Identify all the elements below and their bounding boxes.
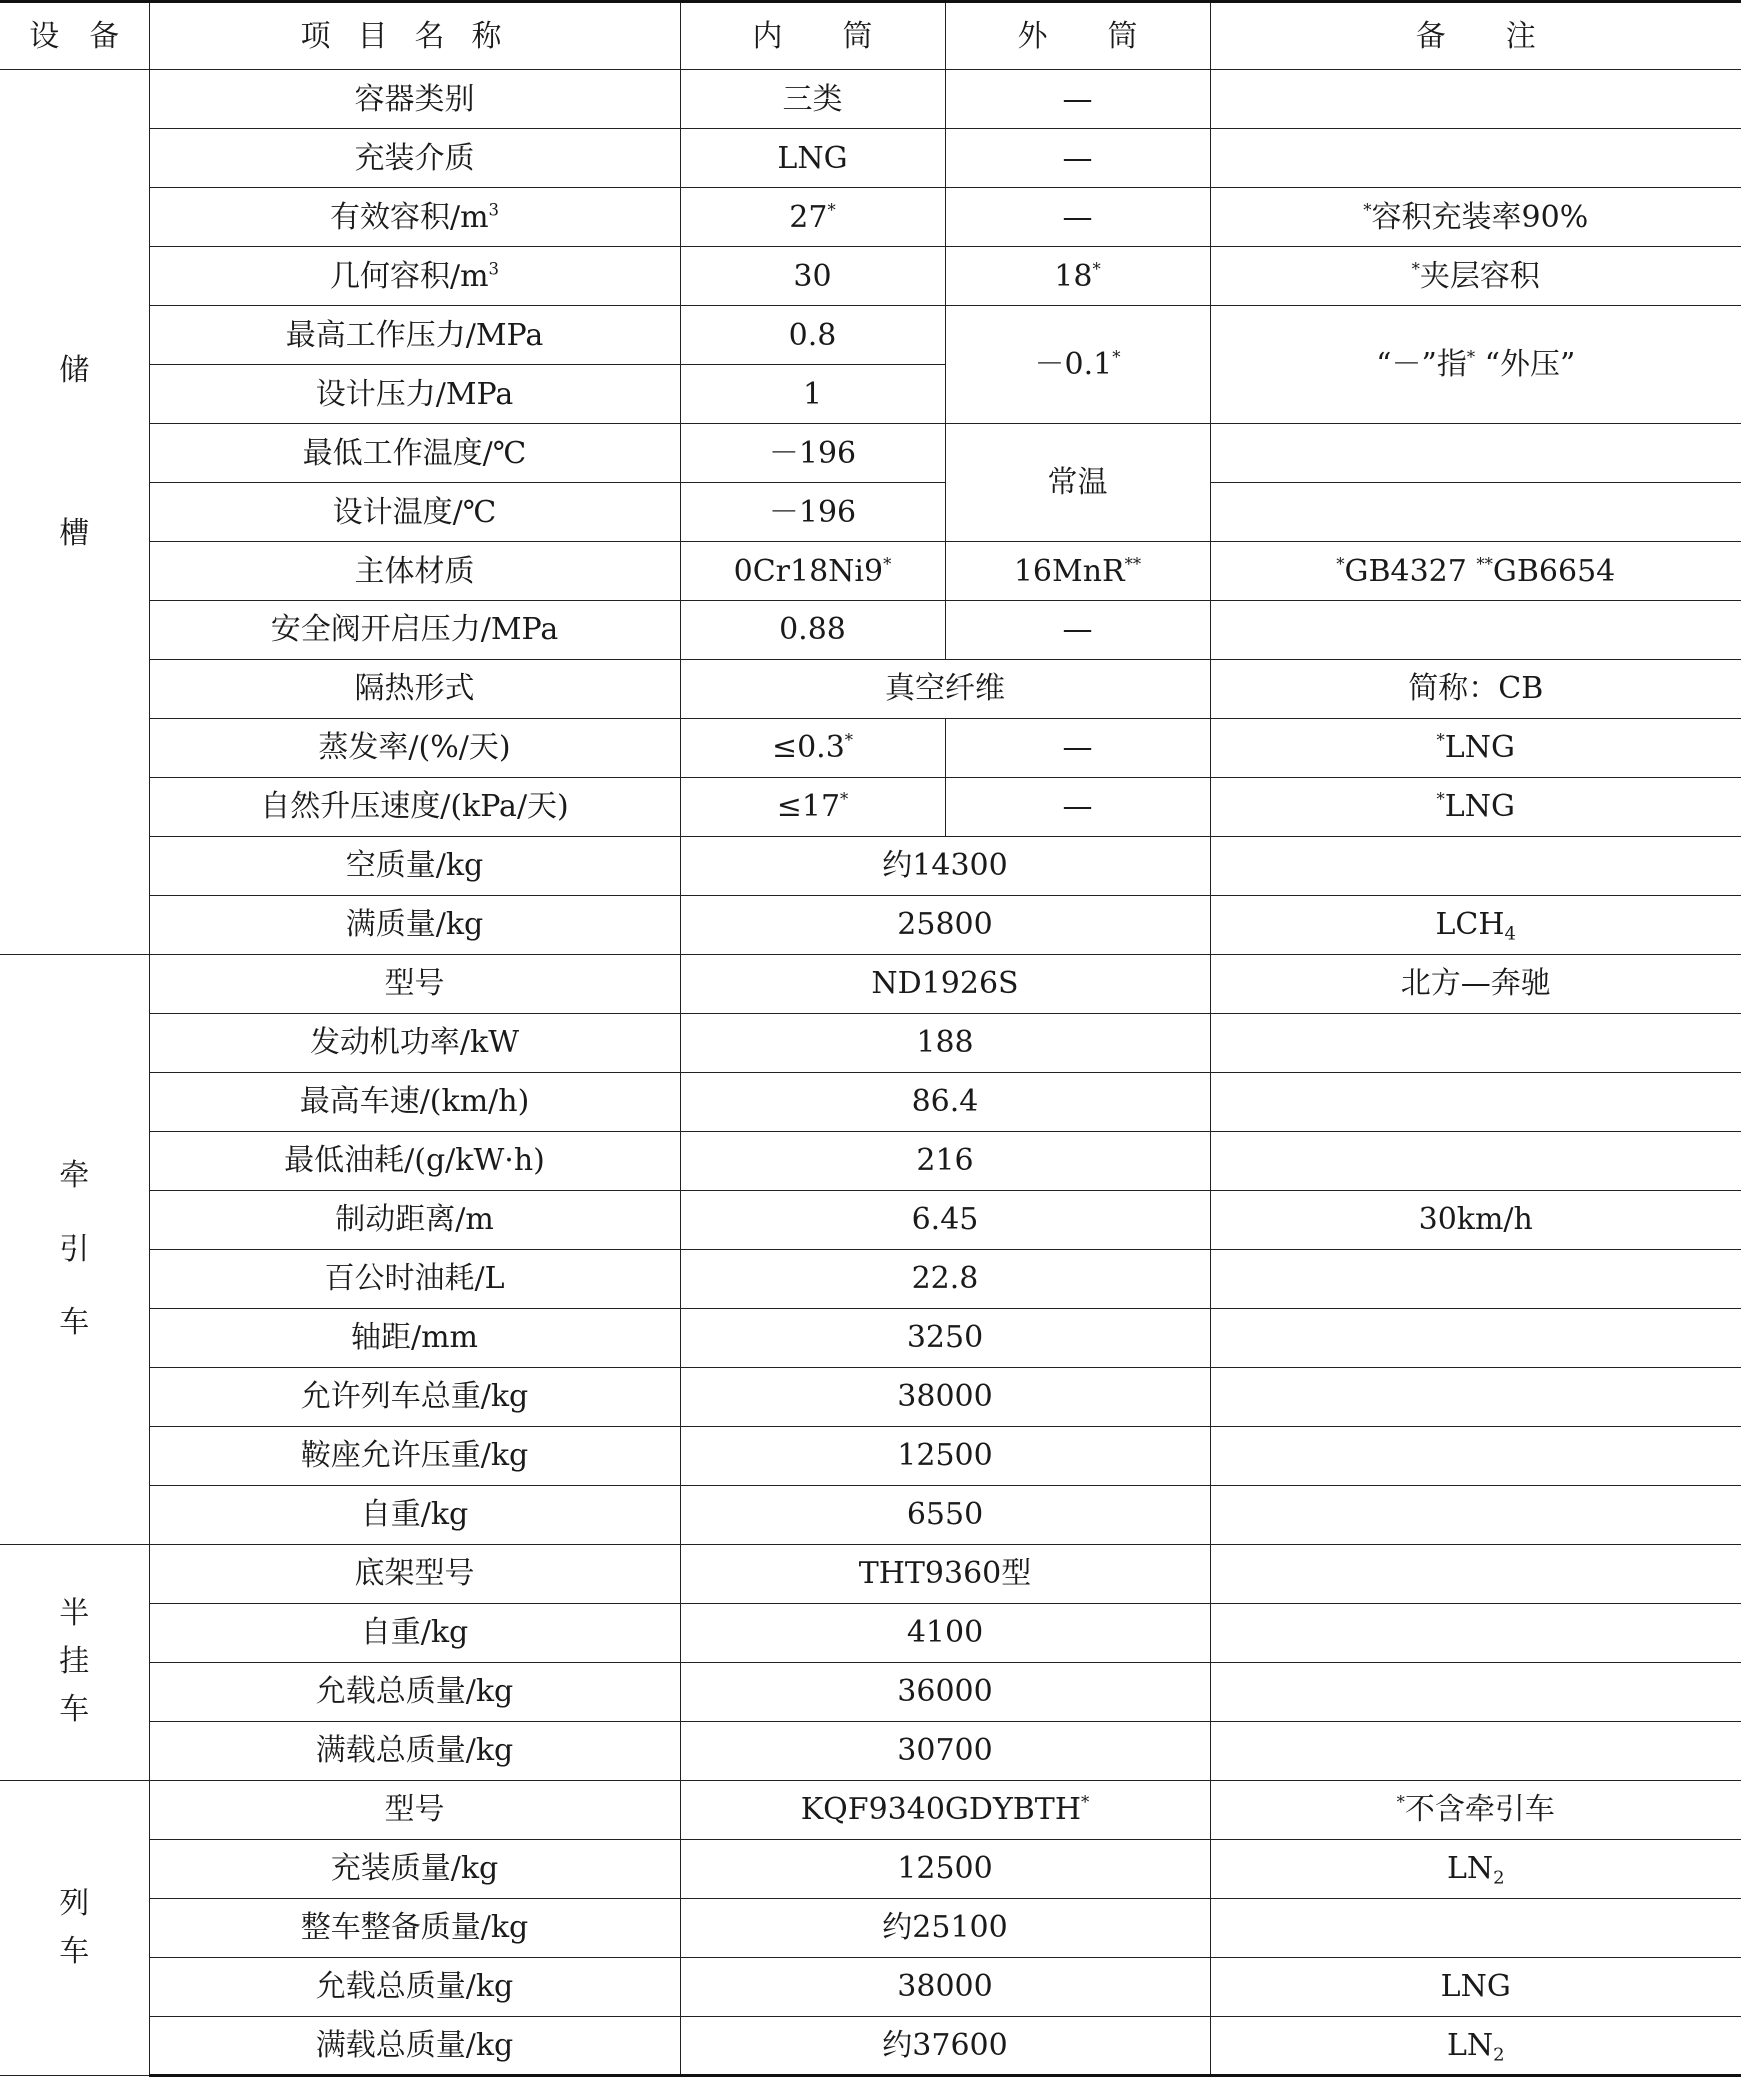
table-row bbox=[0, 129, 1741, 188]
item-name: 满载总质量/kg bbox=[149, 1721, 680, 1780]
inner-value: －196 bbox=[680, 424, 945, 483]
merged-value: THT9360型 bbox=[680, 1544, 1210, 1603]
table-row bbox=[0, 188, 1741, 247]
inner-value: 1 bbox=[680, 365, 945, 424]
note: *夹层容积 bbox=[1210, 247, 1741, 306]
note: *不含牵引车 bbox=[1210, 1780, 1741, 1839]
item-name: 空质量/kg bbox=[149, 836, 680, 895]
group-label-char: 车 bbox=[59, 1933, 90, 1969]
merged-value: 216 bbox=[680, 1131, 1210, 1190]
header-inner-shell: 内 筒 bbox=[680, 2, 945, 70]
table-row bbox=[0, 954, 1741, 1013]
outer-value: — bbox=[945, 188, 1210, 247]
item-name: 型号 bbox=[149, 1780, 680, 1839]
table-row bbox=[0, 1072, 1741, 1131]
item-name: 最低工作温度/℃ bbox=[149, 424, 680, 483]
inner-value: 0.88 bbox=[680, 601, 945, 660]
note bbox=[1210, 70, 1741, 129]
table-row bbox=[0, 1367, 1741, 1426]
note bbox=[1210, 1603, 1741, 1662]
note: $LN_2$ bbox=[1210, 2016, 1741, 2075]
table-row bbox=[0, 1013, 1741, 1072]
group-label-char: 挂 bbox=[59, 1644, 90, 1680]
note: *容积充装率90% bbox=[1210, 188, 1741, 247]
item-name: 容器类别 bbox=[149, 70, 680, 129]
table-row bbox=[0, 424, 1741, 483]
header-note: 备 注 bbox=[1210, 2, 1741, 70]
note: LNG bbox=[1210, 1957, 1741, 2016]
table-row bbox=[0, 659, 1741, 718]
merged-value: 真空纤维 bbox=[680, 659, 1210, 718]
group-label-char: 列 bbox=[59, 1885, 90, 1921]
item-name: 最低油耗/(g/kW·h) bbox=[149, 1131, 680, 1190]
note bbox=[1210, 1426, 1741, 1485]
inner-value: 0Cr18Ni9* bbox=[680, 542, 945, 601]
header-row bbox=[0, 2, 1741, 70]
item-name: 制动距离/m bbox=[149, 1190, 680, 1249]
note bbox=[1210, 424, 1741, 483]
note bbox=[1210, 1249, 1741, 1308]
merged-value: 4100 bbox=[680, 1603, 1210, 1662]
merged-value: 38000 bbox=[680, 1367, 1210, 1426]
inner-value: 0.8 bbox=[680, 306, 945, 365]
table-row bbox=[0, 1780, 1741, 1839]
outer-value: 常温 bbox=[945, 424, 1210, 542]
table-row bbox=[0, 306, 1741, 365]
outer-value: — bbox=[945, 70, 1210, 129]
group-label-char: 半 bbox=[59, 1596, 90, 1632]
item-name: 自重/kg bbox=[149, 1603, 680, 1662]
note bbox=[1210, 129, 1741, 188]
merged-value: 38000 bbox=[680, 1957, 1210, 2016]
note bbox=[1210, 601, 1741, 660]
merged-value: 12500 bbox=[680, 1839, 1210, 1898]
item-name: 底架型号 bbox=[149, 1544, 680, 1603]
outer-value: 16MnR** bbox=[945, 542, 1210, 601]
group-label-char: 储 bbox=[59, 353, 90, 389]
table-row bbox=[0, 1839, 1741, 1898]
merged-value: 36000 bbox=[680, 1662, 1210, 1721]
note: 30km/h bbox=[1210, 1190, 1741, 1249]
table-row bbox=[0, 1898, 1741, 1957]
table-row bbox=[0, 1544, 1741, 1603]
note bbox=[1210, 1013, 1741, 1072]
table-row bbox=[0, 70, 1741, 129]
group-label-train bbox=[0, 1780, 149, 2075]
item-name: 最高车速/(km/h) bbox=[149, 1072, 680, 1131]
item-name: 自重/kg bbox=[149, 1485, 680, 1544]
note bbox=[1210, 1662, 1741, 1721]
outer-value: — bbox=[945, 601, 1210, 660]
header-outer-shell: 外 筒 bbox=[945, 2, 1210, 70]
merged-value: 86.4 bbox=[680, 1072, 1210, 1131]
outer-value: — bbox=[945, 777, 1210, 836]
note: *GB4327 **GB6654 bbox=[1210, 542, 1741, 601]
item-name: 发动机功率/kW bbox=[149, 1013, 680, 1072]
outer-value: — bbox=[945, 718, 1210, 777]
merged-value: 30700 bbox=[680, 1721, 1210, 1780]
table-row bbox=[0, 483, 1741, 542]
item-name: 设计压力/MPa bbox=[149, 365, 680, 424]
note: “－”指* “外压” bbox=[1210, 306, 1741, 424]
item-name: 有效容积$/m^3$ bbox=[149, 188, 680, 247]
table-row bbox=[0, 777, 1741, 836]
item-name: 允载总质量/kg bbox=[149, 1662, 680, 1721]
item-name: 最高工作压力/MPa bbox=[149, 306, 680, 365]
group-label-char: 车 bbox=[59, 1692, 90, 1728]
item-name: 满质量/kg bbox=[149, 895, 680, 954]
group-label-tractor bbox=[0, 954, 149, 1544]
table-row bbox=[0, 1721, 1741, 1780]
outer-value: — bbox=[945, 129, 1210, 188]
note bbox=[1210, 1072, 1741, 1131]
item-name: 百公时油耗/L bbox=[149, 1249, 680, 1308]
item-name: 安全阀开启压力/MPa bbox=[149, 601, 680, 660]
merged-value: 22.8 bbox=[680, 1249, 1210, 1308]
item-name: 主体材质 bbox=[149, 542, 680, 601]
header-item-name: 项目名称 bbox=[149, 2, 680, 70]
table-row bbox=[0, 1426, 1741, 1485]
item-name: 蒸发率/(%/天) bbox=[149, 718, 680, 777]
merged-value: 6550 bbox=[680, 1485, 1210, 1544]
table-row bbox=[0, 247, 1741, 306]
note bbox=[1210, 483, 1741, 542]
inner-value: ≤17* bbox=[680, 777, 945, 836]
inner-value: LNG bbox=[680, 129, 945, 188]
group-label-char: 牵 bbox=[59, 1158, 90, 1194]
item-name: 隔热形式 bbox=[149, 659, 680, 718]
note: *LNG bbox=[1210, 777, 1741, 836]
note bbox=[1210, 1485, 1741, 1544]
table-row bbox=[0, 1957, 1741, 2016]
table-row bbox=[0, 542, 1741, 601]
group-label-char: 车 bbox=[59, 1305, 90, 1341]
group-label-char: 槽 bbox=[59, 516, 90, 552]
merged-value: 约37600 bbox=[680, 2016, 1210, 2075]
table-row bbox=[0, 1662, 1741, 1721]
merged-value: 3250 bbox=[680, 1308, 1210, 1367]
item-name: 充装质量/kg bbox=[149, 1839, 680, 1898]
group-label-tank bbox=[0, 70, 149, 955]
item-name: 轴距/mm bbox=[149, 1308, 680, 1367]
note: $LN_2$ bbox=[1210, 1839, 1741, 1898]
item-name: 允许列车总重/kg bbox=[149, 1367, 680, 1426]
note bbox=[1210, 1308, 1741, 1367]
table-row bbox=[0, 601, 1741, 660]
merged-value: 约14300 bbox=[680, 836, 1210, 895]
merged-value: 12500 bbox=[680, 1426, 1210, 1485]
merged-value: 约25100 bbox=[680, 1898, 1210, 1957]
item-name: 充装介质 bbox=[149, 129, 680, 188]
merged-value: 25800 bbox=[680, 895, 1210, 954]
merged-value: KQF9340GDYBTH* bbox=[680, 1780, 1210, 1839]
table-row bbox=[0, 1190, 1741, 1249]
outer-value: －0.1* bbox=[945, 306, 1210, 424]
item-name: 设计温度/℃ bbox=[149, 483, 680, 542]
table-row bbox=[0, 718, 1741, 777]
item-name: 整车整备质量/kg bbox=[149, 1898, 680, 1957]
table-row bbox=[0, 2016, 1741, 2075]
table-row bbox=[0, 1603, 1741, 1662]
table-row bbox=[0, 895, 1741, 954]
note bbox=[1210, 1898, 1741, 1957]
item-name: 型号 bbox=[149, 954, 680, 1013]
note bbox=[1210, 1721, 1741, 1780]
item-name: 满载总质量/kg bbox=[149, 2016, 680, 2075]
inner-value: 三类 bbox=[680, 70, 945, 129]
merged-value: 6.45 bbox=[680, 1190, 1210, 1249]
item-name: 自然升压速度/(kPa/天) bbox=[149, 777, 680, 836]
table-row bbox=[0, 1308, 1741, 1367]
group-label-char: 引 bbox=[59, 1231, 90, 1267]
note bbox=[1210, 836, 1741, 895]
outer-value: 18* bbox=[945, 247, 1210, 306]
note bbox=[1210, 1544, 1741, 1603]
table-row bbox=[0, 1131, 1741, 1190]
inner-value: 30 bbox=[680, 247, 945, 306]
note: *LNG bbox=[1210, 718, 1741, 777]
note: 北方—奔驰 bbox=[1210, 954, 1741, 1013]
inner-value: －196 bbox=[680, 483, 945, 542]
note: 简称：CB bbox=[1210, 659, 1741, 718]
note bbox=[1210, 1131, 1741, 1190]
item-name: 允载总质量/kg bbox=[149, 1957, 680, 2016]
item-name: 几何容积$/m^3$ bbox=[149, 247, 680, 306]
merged-value: ND1926S bbox=[680, 954, 1210, 1013]
table-row bbox=[0, 1249, 1741, 1308]
item-name: 鞍座允许压重/kg bbox=[149, 1426, 680, 1485]
header-device: 设 备 bbox=[0, 2, 149, 70]
table-row bbox=[0, 1485, 1741, 1544]
inner-value: 27* bbox=[680, 188, 945, 247]
table-row bbox=[0, 836, 1741, 895]
note: $LCH_4$ bbox=[1210, 895, 1741, 954]
merged-value: 188 bbox=[680, 1013, 1210, 1072]
group-label-semitrailer bbox=[0, 1544, 149, 1780]
inner-value: ≤0.3* bbox=[680, 718, 945, 777]
note bbox=[1210, 1367, 1741, 1426]
